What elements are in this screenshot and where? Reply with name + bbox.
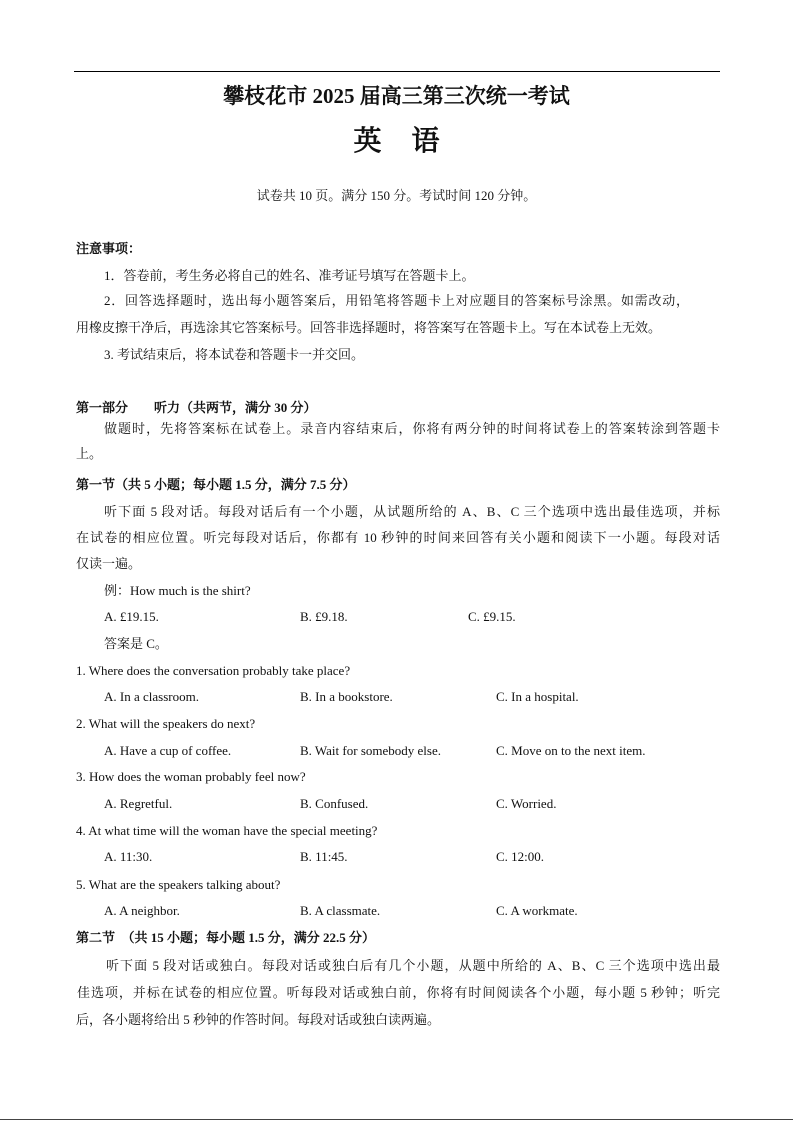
- question-4-option-c: C. 12:00.: [496, 849, 545, 864]
- question-3-option-c: C. Worried.: [496, 796, 557, 811]
- question-1-option-b: B. In a bookstore.: [300, 689, 393, 704]
- question-1-option-a: A. In a classroom.: [104, 689, 199, 704]
- header-rule: [74, 71, 720, 72]
- notice-item-2-line-1: 2．回答选择题时，选出每小题答案后，用铅笔将答题卡上对应题目的答案标号涂黑。如需改动，: [104, 293, 689, 308]
- part1-intro-line-1: 做题时，先将答案标在试卷上。录音内容结束后，你将有两分钟的时间将试卷上的答案转涂到答题卡: [104, 421, 720, 436]
- question-1: 1. Where does the conversation probably take place?: [76, 663, 351, 678]
- section1-intro-line-2: 在试卷的相应位置。听完每段对话后，你都有 10 秒钟的时间来回答有关小题和阅读下一小题。每段对话: [76, 530, 720, 545]
- section1-heading: 第一节（共 5 小题；每小题 1.5 分，满分 7.5 分）: [76, 477, 356, 492]
- question-3-option-b: B. Confused.: [300, 796, 369, 811]
- part1-intro-line-2: 上。: [76, 446, 103, 461]
- notice-item-3: 3. 考试结束后，将本试卷和答题卡一并交回。: [104, 347, 365, 362]
- exam-title: 攀枝花市 2025 届高三第三次统一考试: [223, 84, 570, 108]
- example-option-b: B. £9.18.: [300, 609, 348, 624]
- question-2-option-b: B. Wait for somebody else.: [300, 743, 441, 758]
- question-3: 3. How does the woman probably feel now?: [76, 769, 306, 784]
- question-2-option-c: C. Move on to the next item.: [496, 743, 646, 758]
- section2-intro-line-1: 听下面 5 段对话或独白。每段对话或独白后有几个小题，从题中所给的 A、B、C 三个选项中选出最: [106, 958, 720, 973]
- question-5: 5. What are the speakers talking about?: [76, 877, 281, 892]
- part1-heading: 第一部分 听力（共两节，满分 30 分）: [76, 400, 317, 415]
- section2-intro-line-3: 后，各小题将给出 5 秒钟的作答时间。每段对话或独白读两遍。: [76, 1012, 441, 1027]
- example-answer: 答案是 C。: [104, 636, 168, 651]
- example-option-a: A. £19.15.: [104, 609, 159, 624]
- question-4-option-a: A. 11:30.: [104, 849, 153, 864]
- question-1-option-c: C. In a hospital.: [496, 689, 579, 704]
- notice-heading: 注意事项：: [76, 241, 142, 256]
- question-4: 4. At what time will the woman have the special meeting?: [76, 823, 378, 838]
- question-2-option-a: A. Have a cup of coffee.: [104, 743, 232, 758]
- question-2: 2. What will the speakers do next?: [76, 716, 256, 731]
- exam-info: 试卷共 10 页。满分 150 分。考试时间 120 分钟。: [256, 188, 537, 203]
- exam-subject: 英语: [353, 126, 470, 157]
- page-bottom-edge: [0, 1119, 793, 1120]
- notice-item-1: 1．答卷前，考生务必将自己的姓名、准考证号填写在答题卡上。: [104, 268, 475, 283]
- question-3-option-a: A. Regretful.: [104, 796, 173, 811]
- notice-item-2-line-2: 用橡皮擦干净后，再选涂其它答案标号。回答非选择题时，将答案写在答题卡上。写在本试卷上无效。: [76, 320, 662, 335]
- section1-intro-line-3: 仅读一遍。: [76, 556, 142, 571]
- question-5-option-a: A. A neighbor.: [104, 903, 180, 918]
- example-question: 例：How much is the shirt?: [104, 583, 251, 598]
- section2-intro-line-2: 佳选项，并标在试卷的相应位置。听每段对话或独白前，你将有时间阅读各个小题，每小题 5 秒钟；听完: [77, 985, 720, 1000]
- section1-intro-line-1: 听下面 5 段对话。每段对话后有一个小题，从试题所给的 A、B、C 三个选项中选出最佳选项，并标: [104, 504, 720, 519]
- question-4-option-b: B. 11:45.: [300, 849, 348, 864]
- section2-heading: 第二节 （共 15 小题；每小题 1.5 分，满分 22.5 分）: [76, 930, 376, 945]
- question-5-option-c: C. A workmate.: [496, 903, 578, 918]
- question-5-option-b: B. A classmate.: [300, 903, 381, 918]
- example-option-c: C. £9.15.: [468, 609, 516, 624]
